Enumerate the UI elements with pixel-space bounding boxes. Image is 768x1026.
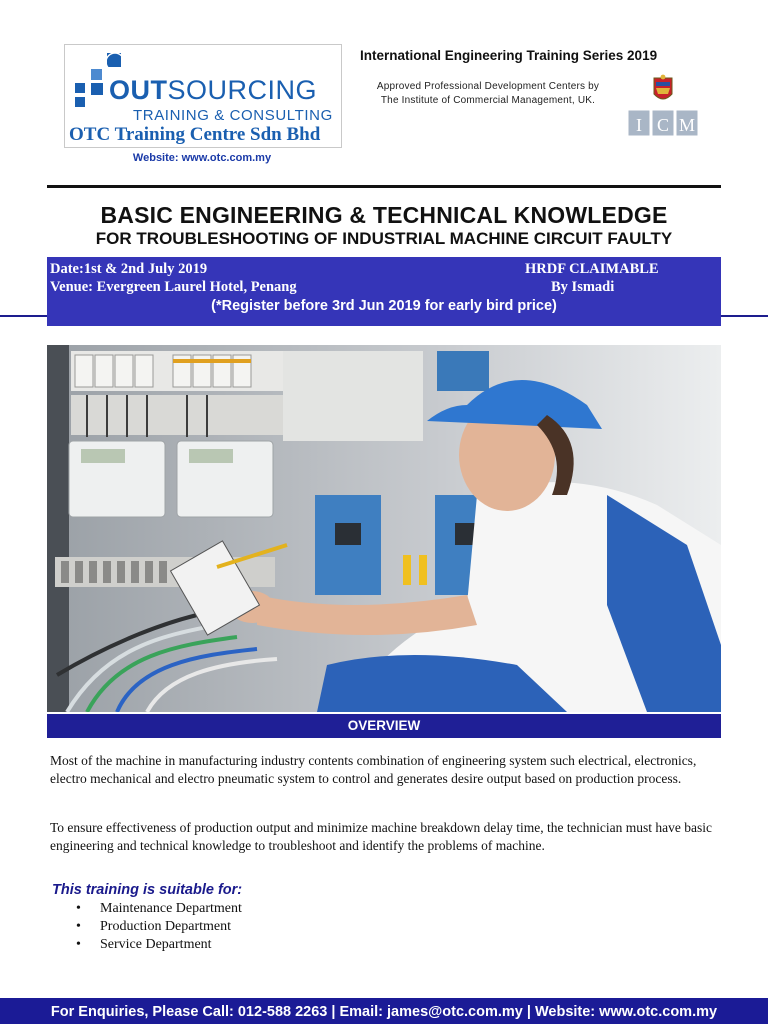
logo-brand: OUTSOURCING bbox=[109, 75, 318, 105]
series-title: International Engineering Training Series 2019 bbox=[360, 48, 658, 63]
course-date: Date:1st & 2nd July 2019 bbox=[50, 261, 208, 277]
suitable-heading: This training is suitable for: bbox=[52, 882, 243, 898]
logo-tagline: TRAINING & CONSULTING bbox=[133, 107, 333, 124]
course-info-banner bbox=[47, 257, 721, 326]
header-divider bbox=[47, 185, 721, 188]
overview-heading: OVERVIEW bbox=[47, 714, 721, 738]
list-item: • Service Department bbox=[76, 936, 242, 954]
icm-letter-i: I bbox=[636, 115, 642, 135]
trainer-name: By Ismadi bbox=[551, 279, 615, 295]
early-bird-note: (*Register before 3rd Jun 2019 for early bird price) bbox=[211, 298, 557, 314]
website-link[interactable]: Website: www.otc.com.my bbox=[132, 152, 272, 164]
list-item: • Production Department bbox=[76, 918, 242, 936]
icm-crest-icon bbox=[626, 74, 700, 140]
electrical-panel-illustration bbox=[47, 345, 721, 712]
icm-letter-c: C bbox=[656, 115, 670, 135]
icm-letter-m: M bbox=[678, 115, 696, 135]
list-item: • Maintenance Department bbox=[76, 900, 242, 918]
overview-paragraph-2: To ensure effectiveness of production output and minimize machine breakdown delay time, the technician must have basic engineering and technical knowledge to troubleshoot and identify the problems of machine. bbox=[50, 820, 712, 853]
course-title: BASIC ENGINEERING & TECHNICAL KNOWLEDGE bbox=[100, 202, 668, 228]
company-logo bbox=[64, 44, 342, 148]
course-subtitle: FOR TROUBLESHOOTING OF INDUSTRIAL MACHINE CIRCUIT FAULTY bbox=[95, 229, 673, 248]
overview-paragraph-1: Most of the machine in manufacturing industry contents combination of engineering system such electrical, electronics, electro mechanical and electro pneumatic system to control and generates desire output based on production process. bbox=[50, 753, 697, 786]
enquiries-footer: For Enquiries, Please Call: 012-588 2263 | Email: james@otc.com.my | Website: www.otc.com.my bbox=[0, 998, 768, 1024]
technician-photo bbox=[47, 345, 721, 712]
hrdf-badge: HRDF CLAIMABLE bbox=[525, 261, 659, 277]
approved-text: Approved Professional Development Centers by The Institute of Commercial Management, UK. bbox=[376, 81, 600, 106]
logo-company-name: OTC Training Centre Sdn Bhd bbox=[69, 124, 321, 145]
course-venue: Venue: Evergreen Laurel Hotel, Penang bbox=[50, 279, 297, 295]
suitable-list bbox=[76, 900, 242, 954]
